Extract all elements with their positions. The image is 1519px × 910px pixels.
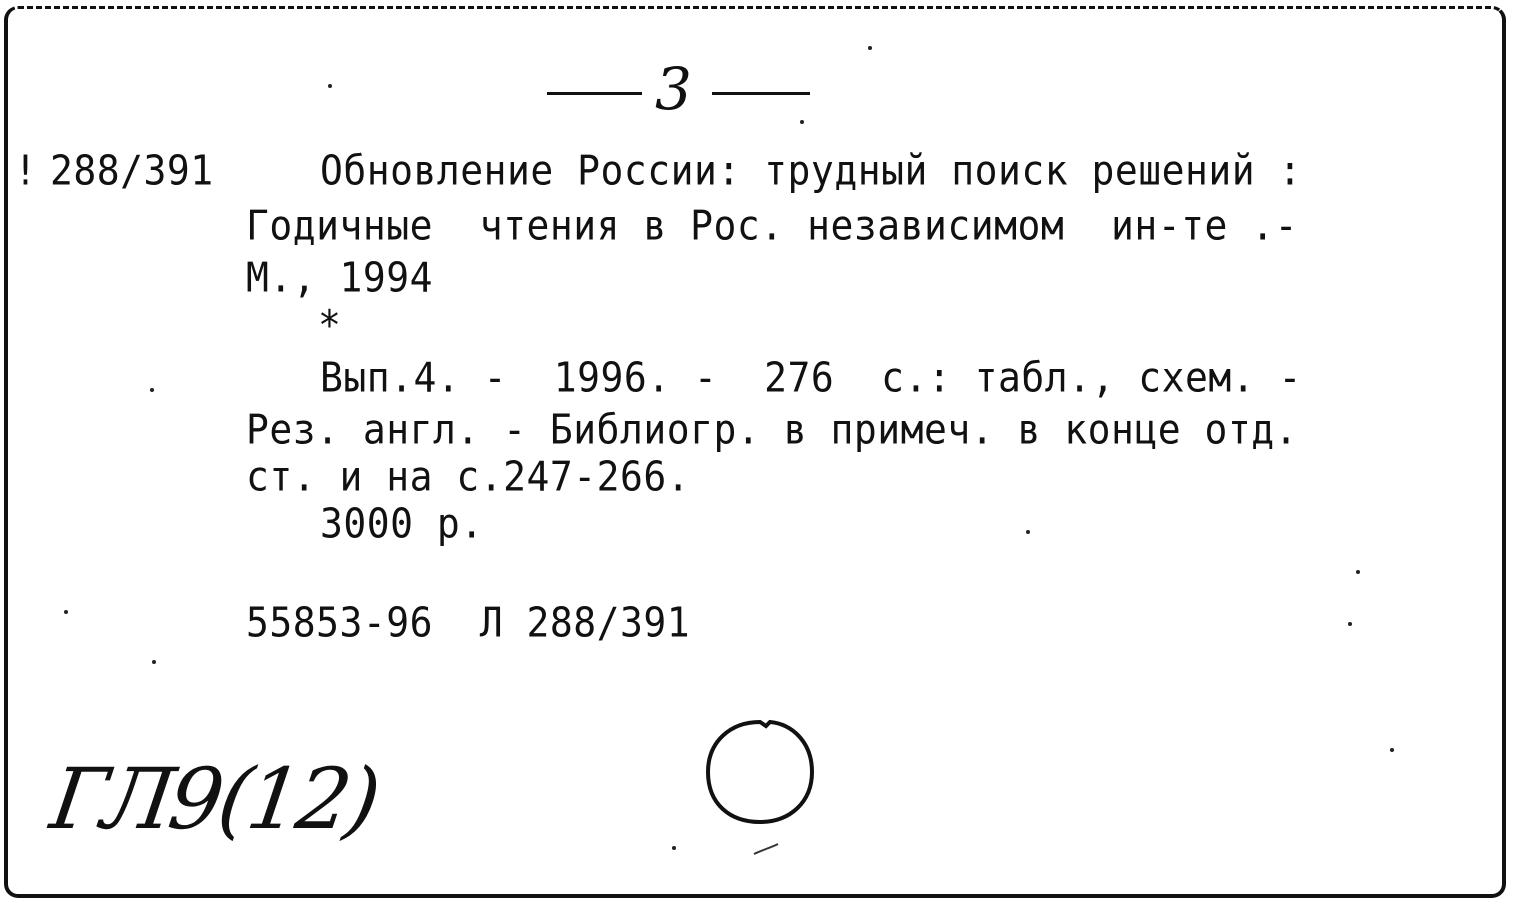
left-margin-mark: ! xyxy=(14,146,38,195)
scan-speck xyxy=(868,46,872,50)
call-number: 288/391 xyxy=(50,146,214,195)
page-number: 3 xyxy=(655,55,692,123)
scan-speck xyxy=(672,846,676,850)
scan-speck xyxy=(150,388,154,392)
entry-title-line: Обновление России: трудный поиск решений : xyxy=(320,146,1302,195)
header-dash-right xyxy=(712,92,810,95)
scan-speck xyxy=(328,84,332,88)
scan-speck xyxy=(800,120,804,124)
volume-pages-line: ст. и на с.247-266. xyxy=(246,452,691,501)
price: 3000 р. xyxy=(320,499,484,548)
scan-speck xyxy=(1026,530,1030,534)
handwritten-shelfmark: ГЛ9(12) xyxy=(45,750,383,848)
scan-speck xyxy=(64,610,68,614)
punch-hole-icon xyxy=(700,712,820,832)
entry-subtitle-line: Годичные чтения в Рос. независимом ин-те .- xyxy=(246,201,1299,250)
volume-notes-line: Рез. англ. - Библиогр. в примеч. в конце отд. xyxy=(246,405,1299,454)
header-dash-left xyxy=(547,92,642,95)
scan-speck xyxy=(1390,748,1394,752)
volume-line: Вып.4. - 1996. - 276 с.: табл., схем. - xyxy=(320,353,1302,402)
scan-speck xyxy=(152,660,156,664)
scan-speck xyxy=(1348,622,1352,626)
pen-stroke-icon xyxy=(752,840,782,860)
entry-separator: * xyxy=(318,301,342,350)
scan-speck xyxy=(1356,570,1360,574)
entry-imprint-line: М., 1994 xyxy=(246,253,434,302)
accession-number: 55853-96 Л 288/391 xyxy=(246,598,691,647)
